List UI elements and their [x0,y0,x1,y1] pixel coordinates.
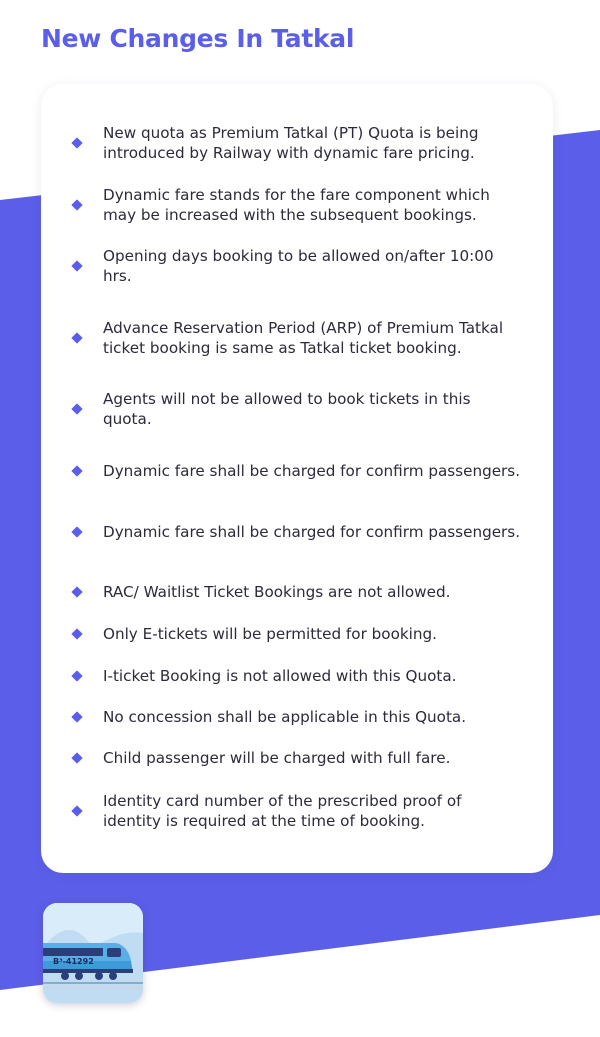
list-item [41,307,553,369]
diamond-bullet-icon [71,199,82,210]
list-item [41,665,553,687]
train-app-icon [43,903,143,1003]
diamond-bullet-icon [71,137,82,148]
rule-text: Agents will not be allowed to book tickets in this quota. [103,389,471,428]
list-item [41,122,553,164]
rule-text: RAC/ Waitlist Ticket Bookings are not allowed. [103,582,451,601]
list-item [41,450,553,492]
list-item [41,623,553,645]
rule-text: New quota as Premium Tatkal (PT) Quota is being introduced by Railway with dynamic fare pricing. [103,123,479,162]
train-icon [43,903,143,1003]
rules-list [41,84,553,873]
list-item [41,245,553,287]
rule-text: Only E-tickets will be permitted for booking. [103,624,437,643]
diamond-bullet-icon [71,403,82,414]
rules-card [41,84,553,873]
diamond-bullet-icon [71,260,82,271]
rule-text: Advance Reservation Period (ARP) of Premium Tatkal ticket booking is same as Tatkal ticket booking. [103,318,504,357]
diamond-bullet-icon [71,586,82,597]
diamond-bullet-icon [71,332,82,343]
list-item [41,511,553,553]
diamond-bullet-icon [71,465,82,476]
list-item [41,790,553,832]
train-number-label: B³-41292 [53,957,94,966]
rule-text: Dynamic fare shall be charged for confirm passengers. [103,522,521,541]
rule-text: Dynamic fare stands for the fare component which may be increased with the subsequent bookings. [103,185,490,224]
diamond-bullet-icon [71,670,82,681]
rule-text: I-ticket Booking is not allowed with this Quota. [103,666,457,685]
rule-text: Opening days booking to be allowed on/after 10:00 hrs. [103,246,494,285]
diamond-bullet-icon [71,526,82,537]
diamond-bullet-icon [71,628,82,639]
list-item [41,184,553,226]
page-title: New Changes In Tatkal [41,24,355,53]
list-item [41,706,553,728]
diamond-bullet-icon [71,752,82,763]
rule-text: No concession shall be applicable in this Quota. [103,707,467,726]
rule-text: Child passenger will be charged with full fare. [103,748,451,767]
rule-text: Dynamic fare shall be charged for confirm passengers. [103,461,521,480]
list-item [41,581,553,603]
list-item [41,388,553,430]
diamond-bullet-icon [71,711,82,722]
list-item [41,747,553,769]
diamond-bullet-icon [71,805,82,816]
rule-text: Identity card number of the prescribed proof of identity is required at the time of booking. [103,791,462,830]
